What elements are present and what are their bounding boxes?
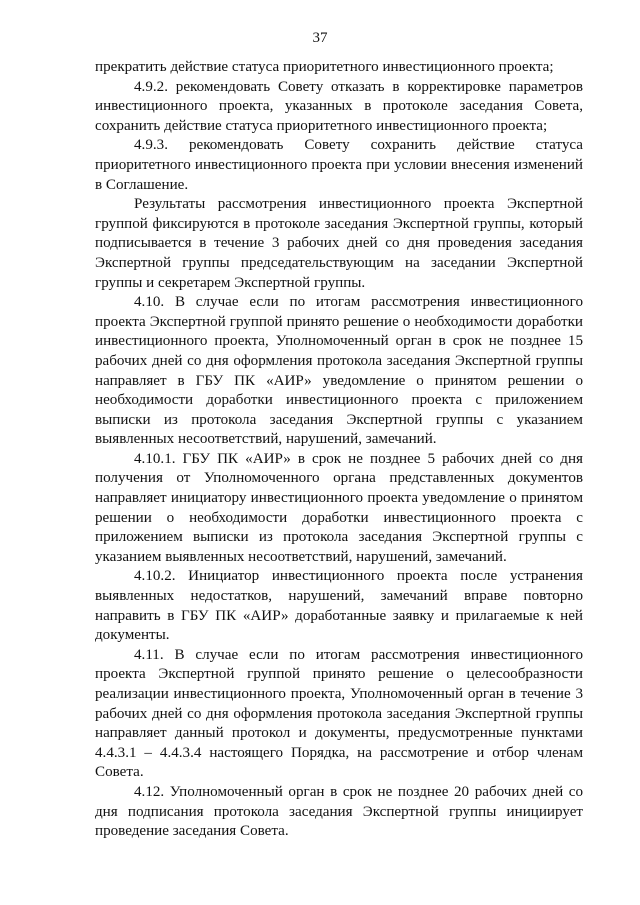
paragraph-4-9-2: 4.9.2. рекомендовать Совету отказать в корректировке параметров инвестиционного проекта, указанных в протоколе заседания Совета, сохранить действие статуса приоритетного инвестиционного проекта; xyxy=(95,78,583,134)
paragraph-continuation: прекратить действие статуса приоритетного инвестиционного проекта; xyxy=(95,59,554,75)
paragraph-4-11: 4.11. В случае если по итогам рассмотрения инвестиционного проекта Экспертной группой принято решение о целесообразности реализации инвестиционного проекта, Уполномоченный орган в течение 3 рабочих дней со дня оформления протокола заседания Экспертной группы направляет данный протокол и документы, предусмотренные пунктами 4.4.3.1 – 4.4.3.4 настоящего Порядка, на рассмотрение и отбор членам Совета. xyxy=(95,646,583,781)
paragraph-4-12: 4.12. Уполномоченный орган в срок не позднее 20 рабочих дней со дня подписания протокола заседания Экспертной группы инициирует проведение заседания Совета. xyxy=(95,783,583,840)
document-body xyxy=(95,58,583,842)
paragraph-4-10-1: 4.10.1. ГБУ ПК «АИР» в срок не позднее 5 рабочих дней со дня получения от Уполномоченного органа представленных документов направляет инициатору инвестиционного проекта уведомление о принятом решении о необходимости доработки инвестиционного проекта с приложением выписки из протокола заседания Экспертной группы с указанием выявленных несоответствий, нарушений, замечаний. xyxy=(95,450,583,565)
page-number: 37 xyxy=(312,30,328,46)
paragraph-4-9-3: 4.9.3. рекомендовать Совету сохранить действие статуса приоритетного инвестиционного проекта при условии внесения изменений в Соглашение. xyxy=(95,137,583,193)
paragraph-4-10: 4.10. В случае если по итогам рассмотрения инвестиционного проекта Экспертной группой принято решение о необходимости доработки инвестиционного проекта, Уполномоченный орган в срок не позднее 15 рабочих дней со дня оформления протокола заседания Экспертной группы направляет в ГБУ ПК «АИР» уведомление о принятом решении о необходимости доработки инвестиционного проекта с приложением выписки из протокола заседания Экспертной группы с указанием выявленных несоответствий, нарушений, замечаний. xyxy=(95,294,583,448)
paragraph-4-10-2: 4.10.2. Инициатор инвестиционного проекта после устранения выявленных недостатков, нарушений, замечаний вправе повторно направить в ГБУ ПК «АИР» доработанные заявку и прилагаемые к ней документы. xyxy=(95,568,583,644)
paragraph-results: Результаты рассмотрения инвестиционного проекта Экспертной группой фиксируются в протоколе заседания Экспертной группы, который подписывается в течение 3 рабочих дней со дня проведения заседания Экспертной группы председательствующим на заседании Экспертной группы и секретарем Экспертной группы. xyxy=(95,196,583,291)
